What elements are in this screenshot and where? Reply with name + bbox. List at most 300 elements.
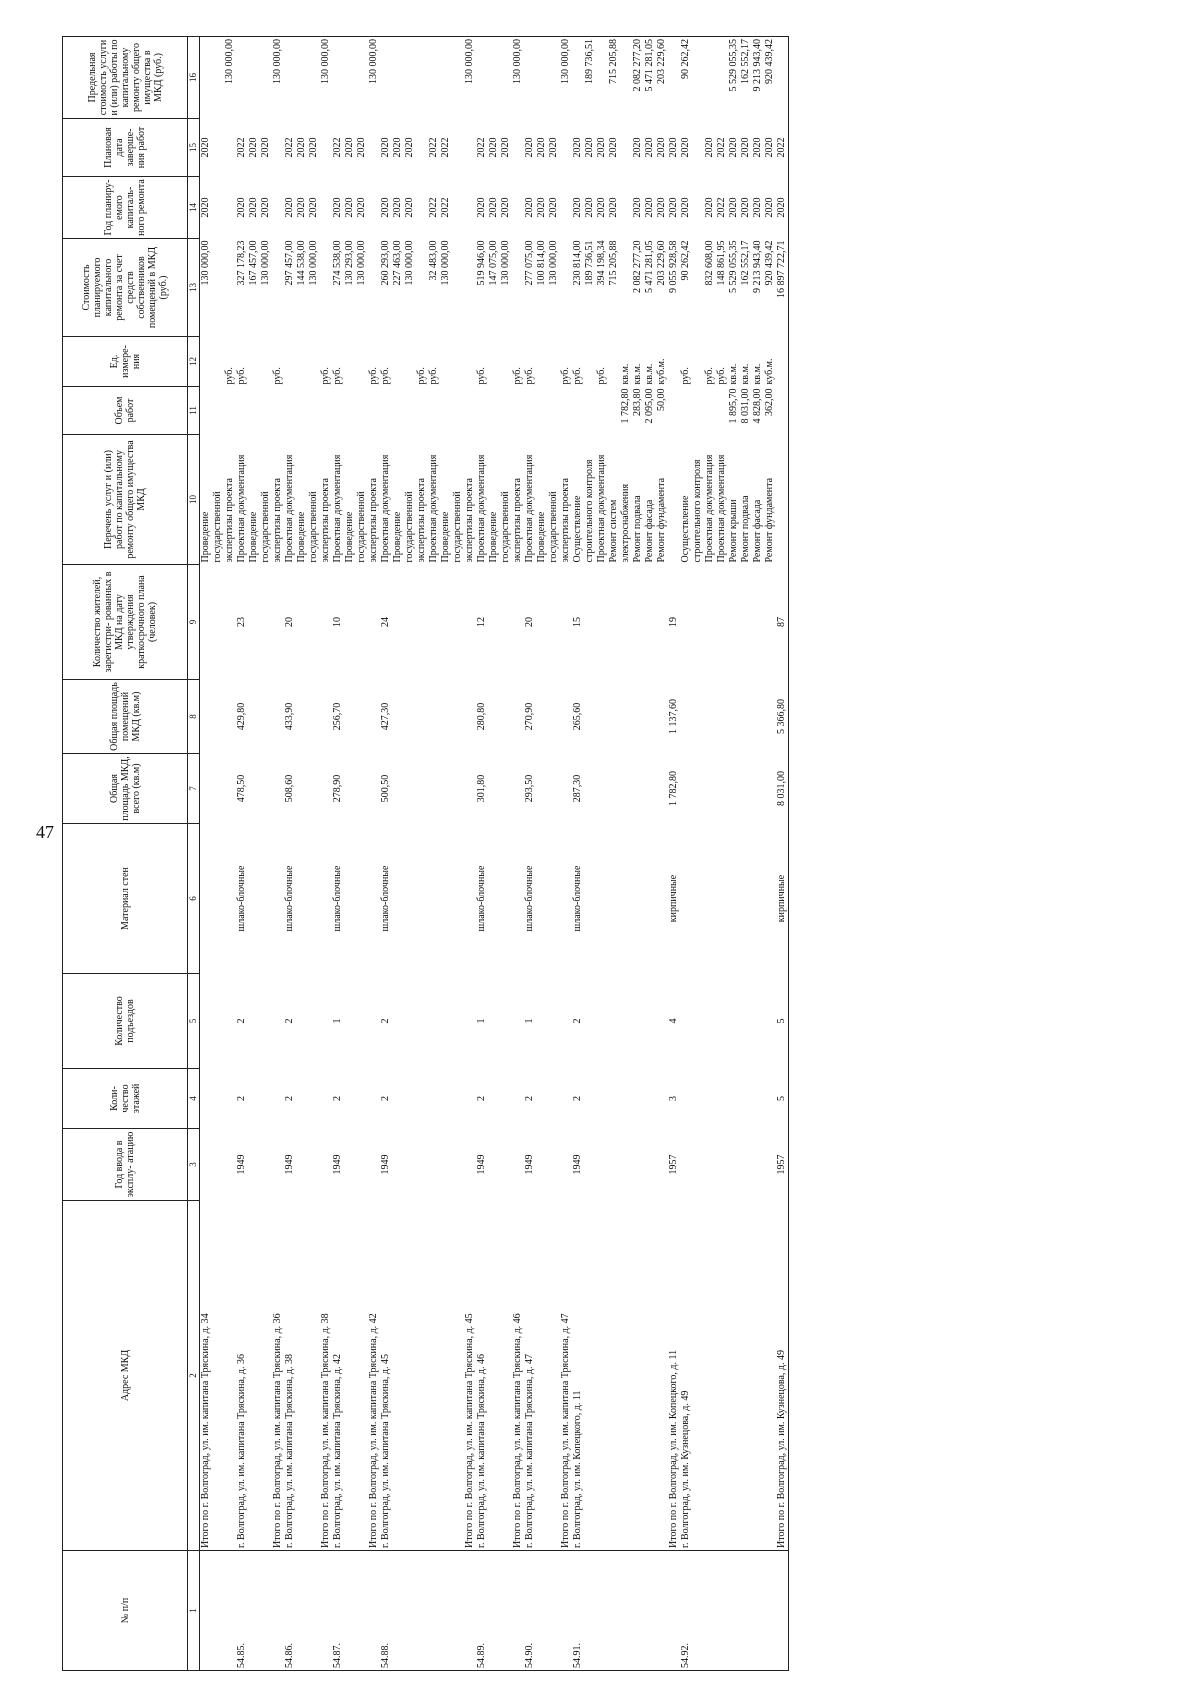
cost-cell — [200, 239, 213, 337]
completion-date-cell-text: 2020 — [380, 137, 391, 158]
entrances-cell — [752, 974, 764, 1069]
repair-year-cell — [524, 177, 536, 239]
work-item-cell-text: Проектная документация — [476, 454, 487, 563]
work-item-cell — [728, 435, 740, 565]
wall-material-cell — [272, 824, 284, 974]
entrances-cell — [272, 974, 284, 1069]
wall-material-cell — [488, 824, 500, 974]
table-row — [620, 37, 632, 1671]
work-item-cell — [596, 435, 608, 565]
premises-area-cell — [728, 680, 740, 754]
item-number-text: 54.89. — [476, 1643, 487, 1668]
item-number — [728, 1551, 740, 1671]
address-cell — [272, 1201, 284, 1551]
address-cell — [668, 1201, 680, 1551]
item-number — [692, 1551, 704, 1671]
entrances-cell-text: 2 — [236, 1018, 247, 1024]
unit-cell-text: руб. — [368, 367, 379, 385]
completion-date-cell-text: 2020 — [524, 137, 535, 158]
item-number — [752, 1551, 764, 1671]
year-built-cell — [572, 1129, 584, 1201]
premises-area-cell — [536, 680, 548, 754]
address-cell-text: г. Волгоград, ул. им. капитана Тряскина, д. 42 — [332, 1353, 343, 1548]
limit-cost-cell — [620, 37, 632, 119]
work-item-cell — [212, 435, 224, 565]
unit-cell — [224, 337, 236, 387]
cost-cell — [500, 239, 512, 337]
year-built-cell — [200, 1129, 213, 1201]
repair-year-cell — [296, 177, 308, 239]
volume-cell — [272, 387, 284, 435]
repair-year-cell — [320, 177, 332, 239]
volume-cell — [560, 387, 572, 435]
table-row — [260, 37, 272, 1671]
volume-cell — [596, 387, 608, 435]
work-item-cell-text: Проведение — [392, 511, 403, 563]
entrances-cell — [284, 974, 296, 1069]
work-item-cell-text: экспертизы проекта — [320, 478, 331, 563]
residents-cell-text: 87 — [776, 617, 787, 627]
cost-cell — [620, 239, 632, 337]
year-built-cell — [656, 1129, 668, 1201]
total-area-cell — [296, 754, 308, 824]
repair-year-cell — [260, 177, 272, 239]
column-number-1: 1 — [188, 1551, 200, 1671]
volume-cell — [656, 387, 668, 435]
year-built-cell — [584, 1129, 596, 1201]
year-built-cell — [488, 1129, 500, 1201]
floors-cell — [476, 1069, 488, 1129]
cost-cell-text: 130 000,00 — [200, 240, 211, 286]
premises-area-cell — [212, 680, 224, 754]
total-area-cell — [500, 754, 512, 824]
address-cell — [320, 1201, 332, 1551]
wall-material-cell — [524, 824, 536, 974]
address-cell-text: Итого по г. Волгоград, ул. им. капитана Тряскина, д. 46 — [512, 1313, 523, 1548]
year-built-cell — [428, 1129, 440, 1201]
volume-cell — [308, 387, 320, 435]
residents-cell — [680, 565, 692, 680]
wall-material-cell — [392, 824, 404, 974]
item-number — [596, 1551, 608, 1671]
year-built-cell — [236, 1129, 248, 1201]
entrances-cell — [680, 974, 692, 1069]
completion-date-cell — [644, 119, 656, 177]
address-cell — [740, 1201, 752, 1551]
limit-cost-cell — [764, 37, 776, 119]
repair-year-cell-text: 2020 — [740, 197, 751, 218]
item-number — [764, 1551, 776, 1671]
work-item-cell-text: государственной — [308, 491, 319, 563]
unit-cell — [440, 337, 452, 387]
address-cell-text: Итого по г. Волгоград, ул. им. капитана Тряскина, д. 38 — [320, 1313, 331, 1548]
completion-date-cell — [656, 119, 668, 177]
volume-cell-text: 2 095,00 — [644, 388, 655, 424]
premises-area-cell-text: 433,90 — [284, 702, 295, 731]
premises-area-cell — [620, 680, 632, 754]
wall-material-cell — [716, 824, 728, 974]
floors-cell — [332, 1069, 344, 1129]
total-area-cell — [644, 754, 656, 824]
work-item-cell — [656, 435, 668, 565]
cost-cell-text: 260 293,00 — [380, 240, 391, 286]
unit-cell-text: руб. — [704, 367, 715, 385]
residents-cell — [572, 565, 584, 680]
cost-cell-text: 9 213 943,40 — [752, 240, 763, 293]
cost-cell — [608, 239, 620, 337]
limit-cost-cell-text: 2 082 277,20 — [632, 39, 643, 92]
volume-cell — [488, 387, 500, 435]
entrances-cell — [308, 974, 320, 1069]
premises-area-cell-text: 256,70 — [332, 702, 343, 731]
address-cell — [404, 1201, 416, 1551]
work-item-cell-text: строительного контроля — [692, 459, 703, 563]
entrances-cell — [536, 974, 548, 1069]
limit-cost-cell — [200, 37, 213, 119]
limit-cost-cell — [608, 37, 620, 119]
cost-cell — [740, 239, 752, 337]
floors-cell — [536, 1069, 548, 1129]
residents-cell-text: 23 — [236, 617, 247, 627]
year-built-cell — [644, 1129, 656, 1201]
completion-date-cell — [476, 119, 488, 177]
item-number — [224, 1551, 236, 1671]
floors-cell-text: 5 — [776, 1096, 787, 1101]
premises-area-cell — [368, 680, 380, 754]
entrances-cell — [392, 974, 404, 1069]
residents-cell — [548, 565, 560, 680]
year-built-cell — [716, 1129, 728, 1201]
table-row — [200, 37, 213, 1671]
work-item-cell-text: Ремонт фасада — [752, 499, 763, 563]
repair-year-cell — [392, 177, 404, 239]
repair-year-cell — [416, 177, 428, 239]
completion-date-cell-text: 2020 — [728, 137, 739, 158]
limit-cost-cell — [416, 37, 428, 119]
work-item-cell — [380, 435, 392, 565]
premises-area-cell — [692, 680, 704, 754]
unit-cell — [248, 337, 260, 387]
work-item-cell-text: Ремонт фундамента — [764, 477, 775, 563]
volume-cell — [680, 387, 692, 435]
unit-cell — [692, 337, 704, 387]
limit-cost-cell — [248, 37, 260, 119]
address-cell — [572, 1201, 584, 1551]
repair-year-cell — [440, 177, 452, 239]
unit-cell — [512, 337, 524, 387]
unit-cell — [752, 337, 764, 387]
floors-cell — [572, 1069, 584, 1129]
completion-date-cell-text: 2022 — [716, 137, 727, 158]
premises-area-cell-text: 270,90 — [524, 702, 535, 731]
page-number: 47 — [36, 822, 54, 842]
completion-date-cell — [224, 119, 236, 177]
limit-cost-cell — [332, 37, 344, 119]
limit-cost-cell — [716, 37, 728, 119]
cost-cell-text: 147 075,00 — [488, 240, 499, 286]
residents-cell — [200, 565, 213, 680]
volume-cell-text: 1 895,70 — [728, 388, 739, 424]
total-area-cell — [776, 754, 789, 824]
unit-cell — [524, 337, 536, 387]
cost-cell — [308, 239, 320, 337]
cost-cell — [680, 239, 692, 337]
table-row — [308, 37, 320, 1671]
total-area-cell — [464, 754, 476, 824]
cost-cell — [236, 239, 248, 337]
completion-date-cell-text: 2020 — [656, 137, 667, 158]
wall-material-cell-text: кирпичные — [668, 874, 679, 923]
premises-area-cell-text: 427,30 — [380, 702, 391, 731]
address-cell — [236, 1201, 248, 1551]
unit-cell — [272, 337, 284, 387]
completion-date-cell — [536, 119, 548, 177]
unit-cell — [404, 337, 416, 387]
completion-date-cell-text: 2020 — [392, 137, 403, 158]
entrances-cell — [524, 974, 536, 1069]
floors-cell-text: 2 — [236, 1096, 247, 1101]
work-item-cell-text: Ремонт подвала — [632, 495, 643, 563]
volume-cell — [332, 387, 344, 435]
work-item-cell — [620, 435, 632, 565]
premises-area-cell — [380, 680, 392, 754]
limit-cost-cell — [728, 37, 740, 119]
year-built-cell — [272, 1129, 284, 1201]
completion-date-cell — [236, 119, 248, 177]
completion-date-cell-text: 2022 — [284, 137, 295, 158]
column-header-12: Ед. измере- ния — [63, 337, 188, 387]
total-area-cell-text: 287,30 — [572, 774, 583, 803]
cost-cell-text: 274 538,00 — [332, 240, 343, 286]
repair-year-cell — [728, 177, 740, 239]
completion-date-cell-text: 2020 — [200, 137, 211, 158]
total-area-cell — [368, 754, 380, 824]
year-built-cell — [332, 1129, 344, 1201]
repair-year-cell-text: 2020 — [584, 197, 595, 218]
premises-area-cell — [476, 680, 488, 754]
column-header-8: Общая площадь помещений МКД (кв.м) — [63, 680, 188, 754]
entrances-cell — [584, 974, 596, 1069]
work-item-cell-text: Ремонт подвала — [740, 495, 751, 563]
cost-cell-text: 832 608,00 — [704, 240, 715, 286]
limit-cost-cell-text: 130 000,00 — [272, 39, 283, 84]
floors-cell — [236, 1069, 248, 1129]
unit-cell-text: кв.м. — [740, 363, 751, 385]
completion-date-cell-text: 2020 — [680, 137, 691, 158]
column-number-row — [188, 37, 200, 1671]
total-area-cell-text: 500,50 — [380, 774, 391, 803]
repair-year-cell — [212, 177, 224, 239]
work-item-cell-text: Проведение — [440, 511, 451, 563]
volume-cell-text: 4 828,00 — [752, 388, 763, 424]
residents-cell — [416, 565, 428, 680]
address-cell — [308, 1201, 320, 1551]
repair-year-cell — [632, 177, 644, 239]
item-number — [200, 1551, 213, 1671]
wall-material-cell-text: шлако-блочные — [284, 865, 295, 932]
table-row — [332, 37, 344, 1671]
cost-cell — [356, 239, 368, 337]
repair-year-cell-text: 2020 — [404, 197, 415, 218]
wall-material-cell — [632, 824, 644, 974]
unit-cell — [620, 337, 632, 387]
limit-cost-cell — [740, 37, 752, 119]
limit-cost-cell — [704, 37, 716, 119]
residents-cell — [776, 565, 789, 680]
premises-area-cell — [584, 680, 596, 754]
year-built-cell — [476, 1129, 488, 1201]
repair-year-cell-text: 2022 — [716, 197, 727, 218]
completion-date-cell-text: 2020 — [260, 137, 271, 158]
residents-cell — [632, 565, 644, 680]
total-area-cell — [536, 754, 548, 824]
work-item-cell — [296, 435, 308, 565]
wall-material-cell — [296, 824, 308, 974]
completion-date-cell-text: 2020 — [404, 137, 415, 158]
floors-cell — [212, 1069, 224, 1129]
table-row — [704, 37, 716, 1671]
column-header-11: Объем работ — [63, 387, 188, 435]
year-built-cell — [740, 1129, 752, 1201]
floors-cell — [320, 1069, 332, 1129]
unit-cell-text: руб. — [716, 367, 727, 385]
premises-area-cell — [356, 680, 368, 754]
completion-date-cell — [728, 119, 740, 177]
year-built-cell-text: 1957 — [668, 1154, 679, 1175]
item-number-text: 54.85. — [236, 1643, 247, 1668]
work-item-cell — [332, 435, 344, 565]
year-built-cell — [224, 1129, 236, 1201]
residents-cell — [752, 565, 764, 680]
work-item-cell — [464, 435, 476, 565]
total-area-cell — [440, 754, 452, 824]
limit-cost-cell — [656, 37, 668, 119]
limit-cost-cell — [512, 37, 524, 119]
completion-date-cell-text: 2020 — [632, 137, 643, 158]
column-number-9: 9 — [188, 565, 200, 680]
wall-material-cell — [560, 824, 572, 974]
completion-date-cell-text: 2020 — [536, 137, 547, 158]
volume-cell — [608, 387, 620, 435]
year-built-cell — [704, 1129, 716, 1201]
wall-material-cell — [548, 824, 560, 974]
volume-cell-text: 362,00 — [764, 388, 775, 416]
limit-cost-cell — [644, 37, 656, 119]
item-number — [404, 1551, 416, 1671]
total-area-cell — [680, 754, 692, 824]
entrances-cell — [572, 974, 584, 1069]
completion-date-cell — [380, 119, 392, 177]
limit-cost-cell — [560, 37, 572, 119]
work-item-cell — [308, 435, 320, 565]
limit-cost-cell — [584, 37, 596, 119]
volume-cell — [200, 387, 213, 435]
work-item-cell — [452, 435, 464, 565]
completion-date-cell — [488, 119, 500, 177]
item-number — [344, 1551, 356, 1671]
work-item-cell — [548, 435, 560, 565]
year-built-cell — [320, 1129, 332, 1201]
completion-date-cell — [404, 119, 416, 177]
volume-cell — [368, 387, 380, 435]
cost-cell — [296, 239, 308, 337]
limit-cost-cell — [224, 37, 236, 119]
work-item-cell — [200, 435, 213, 565]
address-cell-text: г. Волгоград, ул. им. капитана Тряскина, д. 45 — [380, 1353, 391, 1548]
table-row — [380, 37, 392, 1671]
work-item-cell-text: государственной — [404, 491, 415, 563]
wall-material-cell — [320, 824, 332, 974]
item-number — [356, 1551, 368, 1671]
total-area-cell — [584, 754, 596, 824]
residents-cell — [740, 565, 752, 680]
work-item-cell-text: Ремонт систем — [608, 499, 619, 563]
address-cell — [608, 1201, 620, 1551]
item-number — [212, 1551, 224, 1671]
work-item-cell-text: Ремонт крыши — [728, 499, 739, 563]
repair-year-cell — [740, 177, 752, 239]
total-area-cell — [728, 754, 740, 824]
limit-cost-cell — [284, 37, 296, 119]
completion-date-cell — [212, 119, 224, 177]
floors-cell — [440, 1069, 452, 1129]
volume-cell — [548, 387, 560, 435]
repair-year-cell-text: 2020 — [536, 197, 547, 218]
cost-cell-text: 394 198,34 — [596, 240, 607, 286]
floors-cell — [392, 1069, 404, 1129]
repair-year-cell — [536, 177, 548, 239]
wall-material-cell — [692, 824, 704, 974]
table-row — [476, 37, 488, 1671]
address-cell — [332, 1201, 344, 1551]
residents-cell — [464, 565, 476, 680]
work-item-cell — [644, 435, 656, 565]
cost-cell-text: 230 814,00 — [572, 240, 583, 286]
unit-cell-text: кв.м. — [632, 363, 643, 385]
completion-date-cell — [752, 119, 764, 177]
rotated-sheet — [62, 37, 1172, 1671]
limit-cost-cell-text: 715 205,88 — [608, 39, 619, 84]
entrances-cell — [248, 974, 260, 1069]
cost-cell — [764, 239, 776, 337]
residents-cell — [356, 565, 368, 680]
wall-material-cell — [596, 824, 608, 974]
repair-year-cell — [464, 177, 476, 239]
volume-cell — [452, 387, 464, 435]
completion-date-cell — [416, 119, 428, 177]
limit-cost-cell-text: 189 736,51 — [584, 39, 595, 84]
completion-date-cell — [356, 119, 368, 177]
address-cell — [716, 1201, 728, 1551]
premises-area-cell — [248, 680, 260, 754]
table-row — [644, 37, 656, 1671]
cost-cell — [596, 239, 608, 337]
item-number-text: 54.88. — [380, 1643, 391, 1668]
floors-cell — [260, 1069, 272, 1129]
floors-cell — [620, 1069, 632, 1129]
header-row — [63, 37, 188, 1671]
residents-cell — [272, 565, 284, 680]
completion-date-cell — [392, 119, 404, 177]
residents-cell — [728, 565, 740, 680]
cost-cell-text: 90 262,42 — [680, 240, 691, 281]
residents-cell — [212, 565, 224, 680]
unit-cell — [740, 337, 752, 387]
unit-cell-text: куб.м. — [656, 358, 667, 385]
item-number — [776, 1551, 789, 1671]
address-cell — [452, 1201, 464, 1551]
table-row — [392, 37, 404, 1671]
